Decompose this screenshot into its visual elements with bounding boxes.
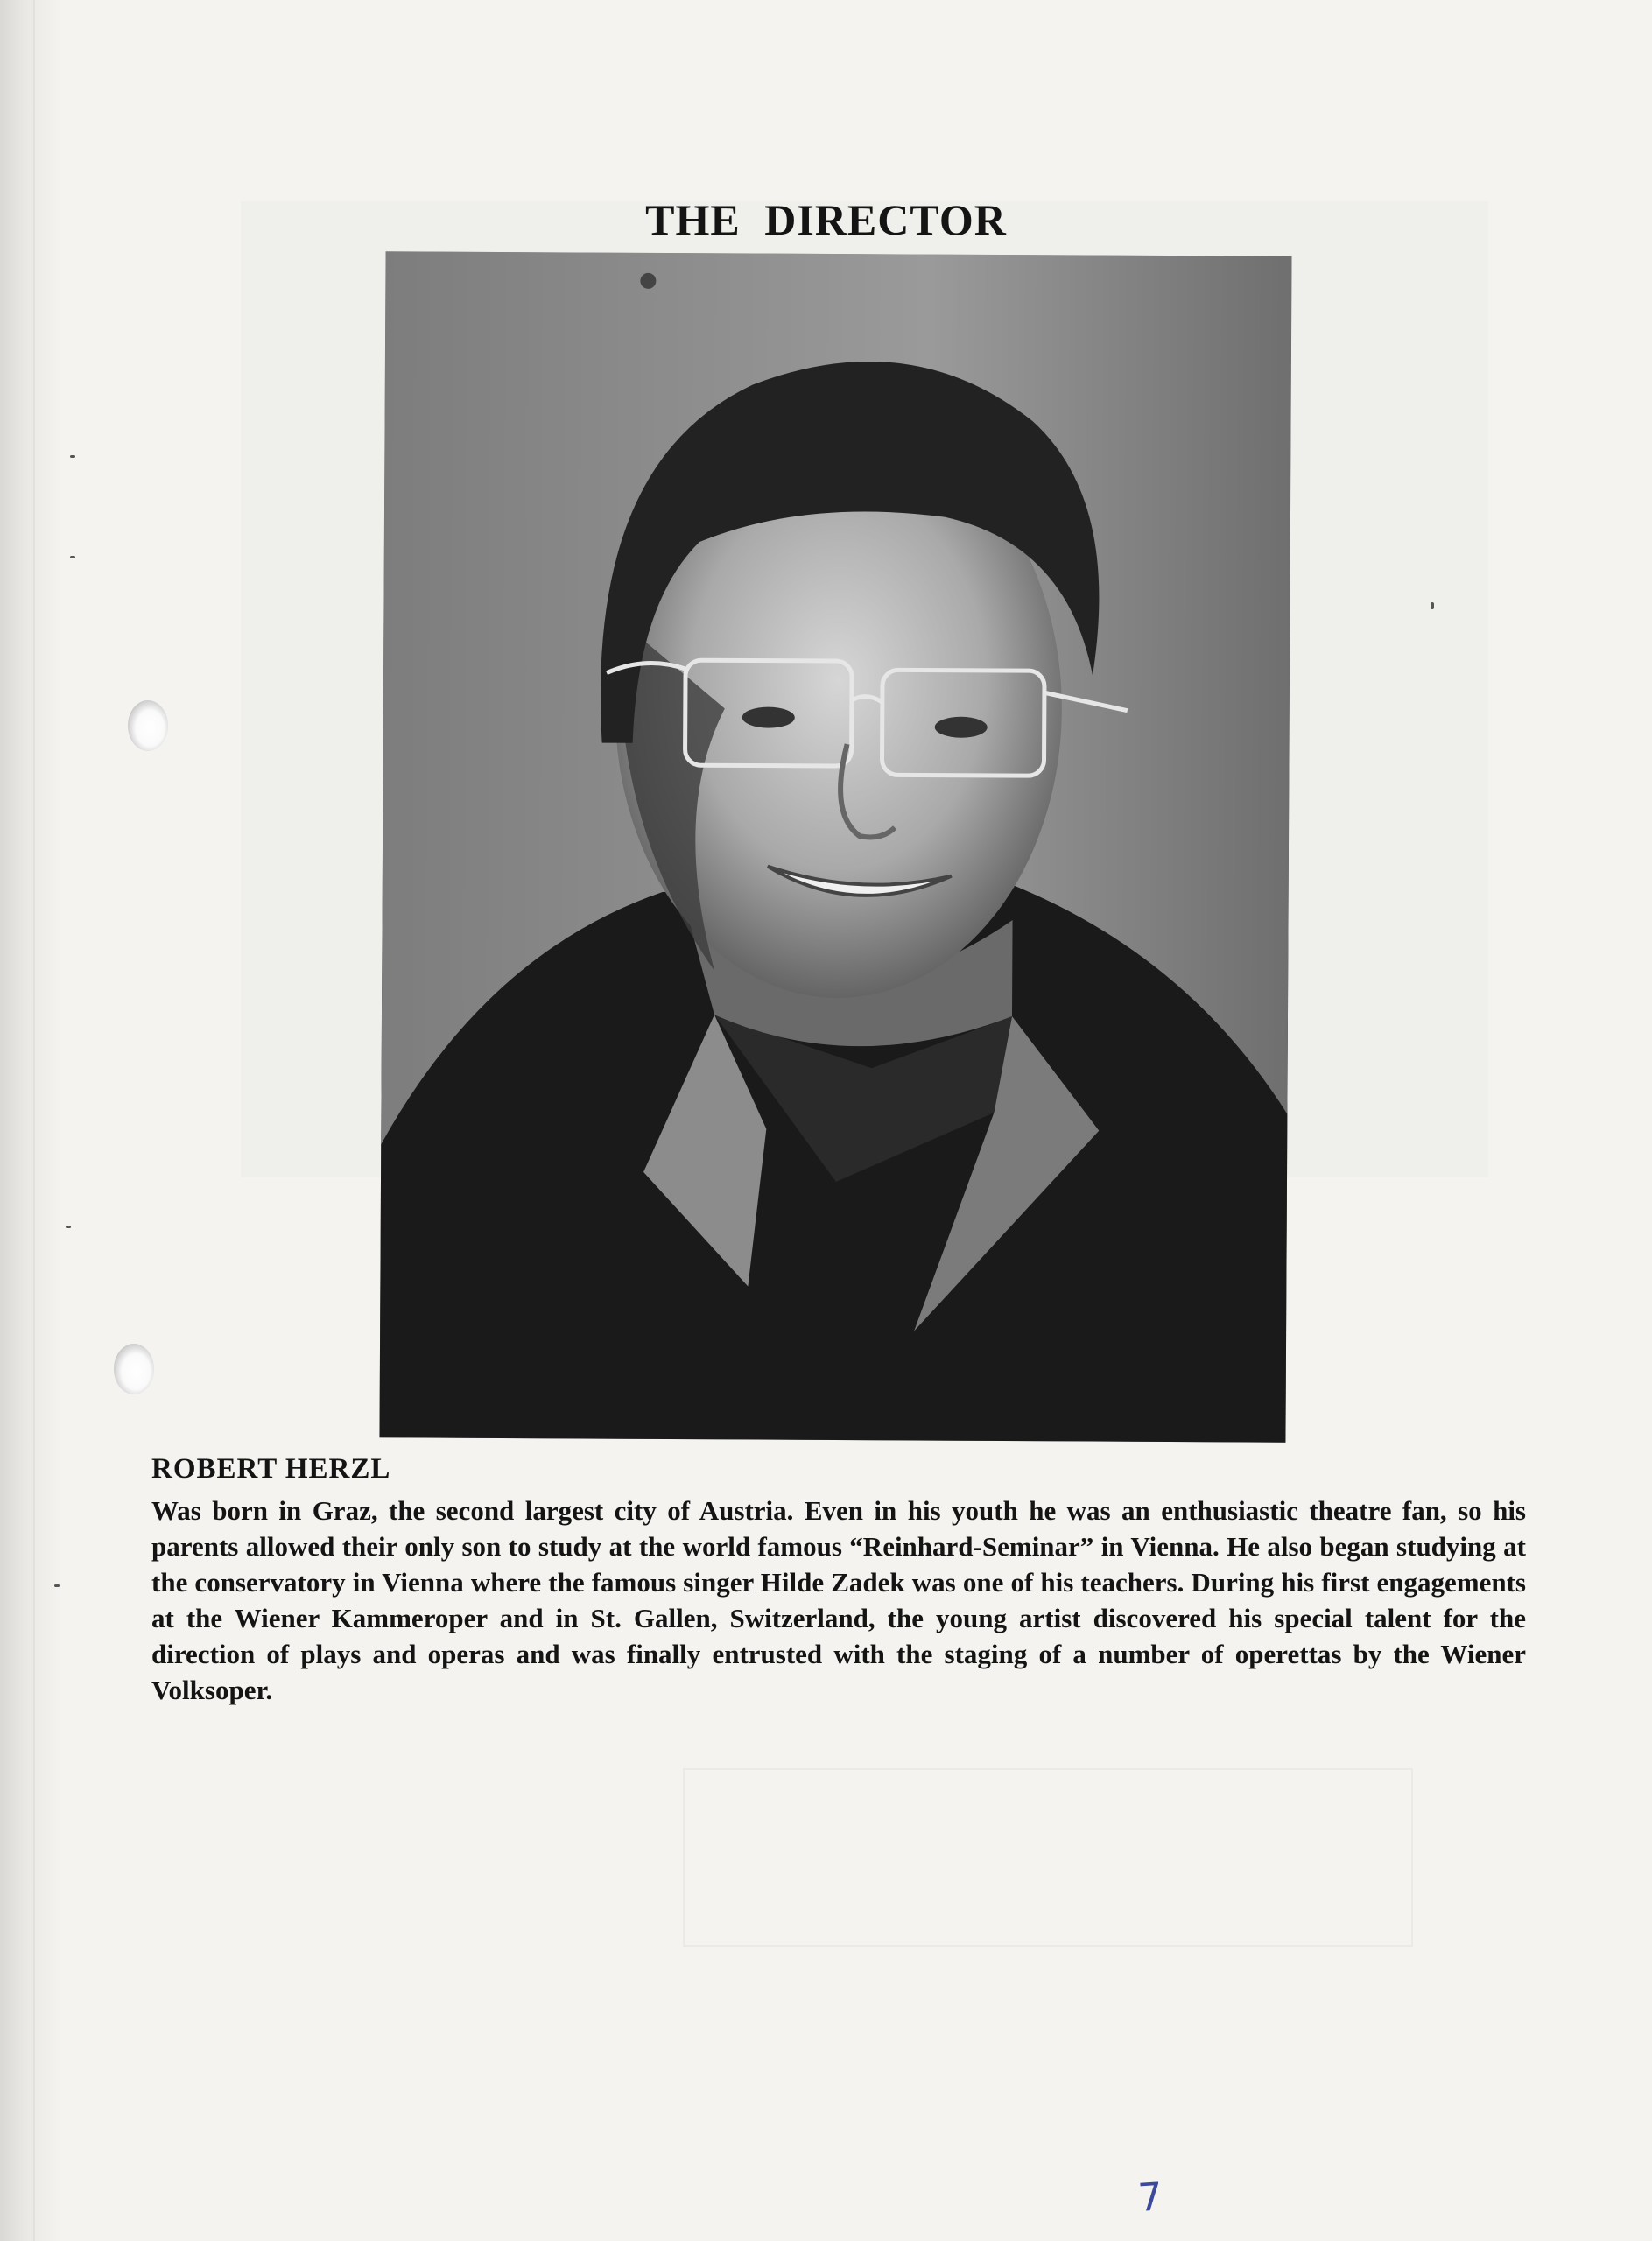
- paper-speck: [70, 455, 75, 458]
- page-binding-line: [33, 0, 35, 2241]
- director-name: ROBERT HERZL: [151, 1453, 391, 1485]
- portrait-illustration: [379, 251, 1291, 1442]
- paper-speck: [70, 556, 75, 558]
- reverse-page-bleed-box: [683, 1768, 1413, 1947]
- punch-hole-icon: [114, 1344, 154, 1394]
- paper-speck: [66, 1226, 71, 1228]
- director-portrait-photo: [379, 251, 1291, 1442]
- director-bio-text: Was born in Graz, the second largest city of Austria. Even in his youth he was an enthusiastic theatre fan, so his parents allowed their only son to study at the world famous “Reinhard-Seminar” in Vienna. He also began studying at the conservatory in Vienna where the famous singer Hilde Zadek was one of his teachers. During his first engagements at the Wiener Kammeroper and in St. Gallen, Switzerland, the young artist discovered his special talent for the direction of plays and operas and was finally entrusted with the staging of a number of operettas by the Wiener Volksoper.: [151, 1495, 1526, 1705]
- paper-speck: [1431, 602, 1434, 609]
- page-number: 7: [1136, 2174, 1164, 2221]
- director-biography: [151, 1453, 1526, 1708]
- page-title: THE DIRECTOR: [645, 195, 1007, 244]
- paper-speck: [54, 1584, 60, 1587]
- page-binding-shadow: [0, 0, 61, 2241]
- punch-hole-icon: [128, 700, 168, 751]
